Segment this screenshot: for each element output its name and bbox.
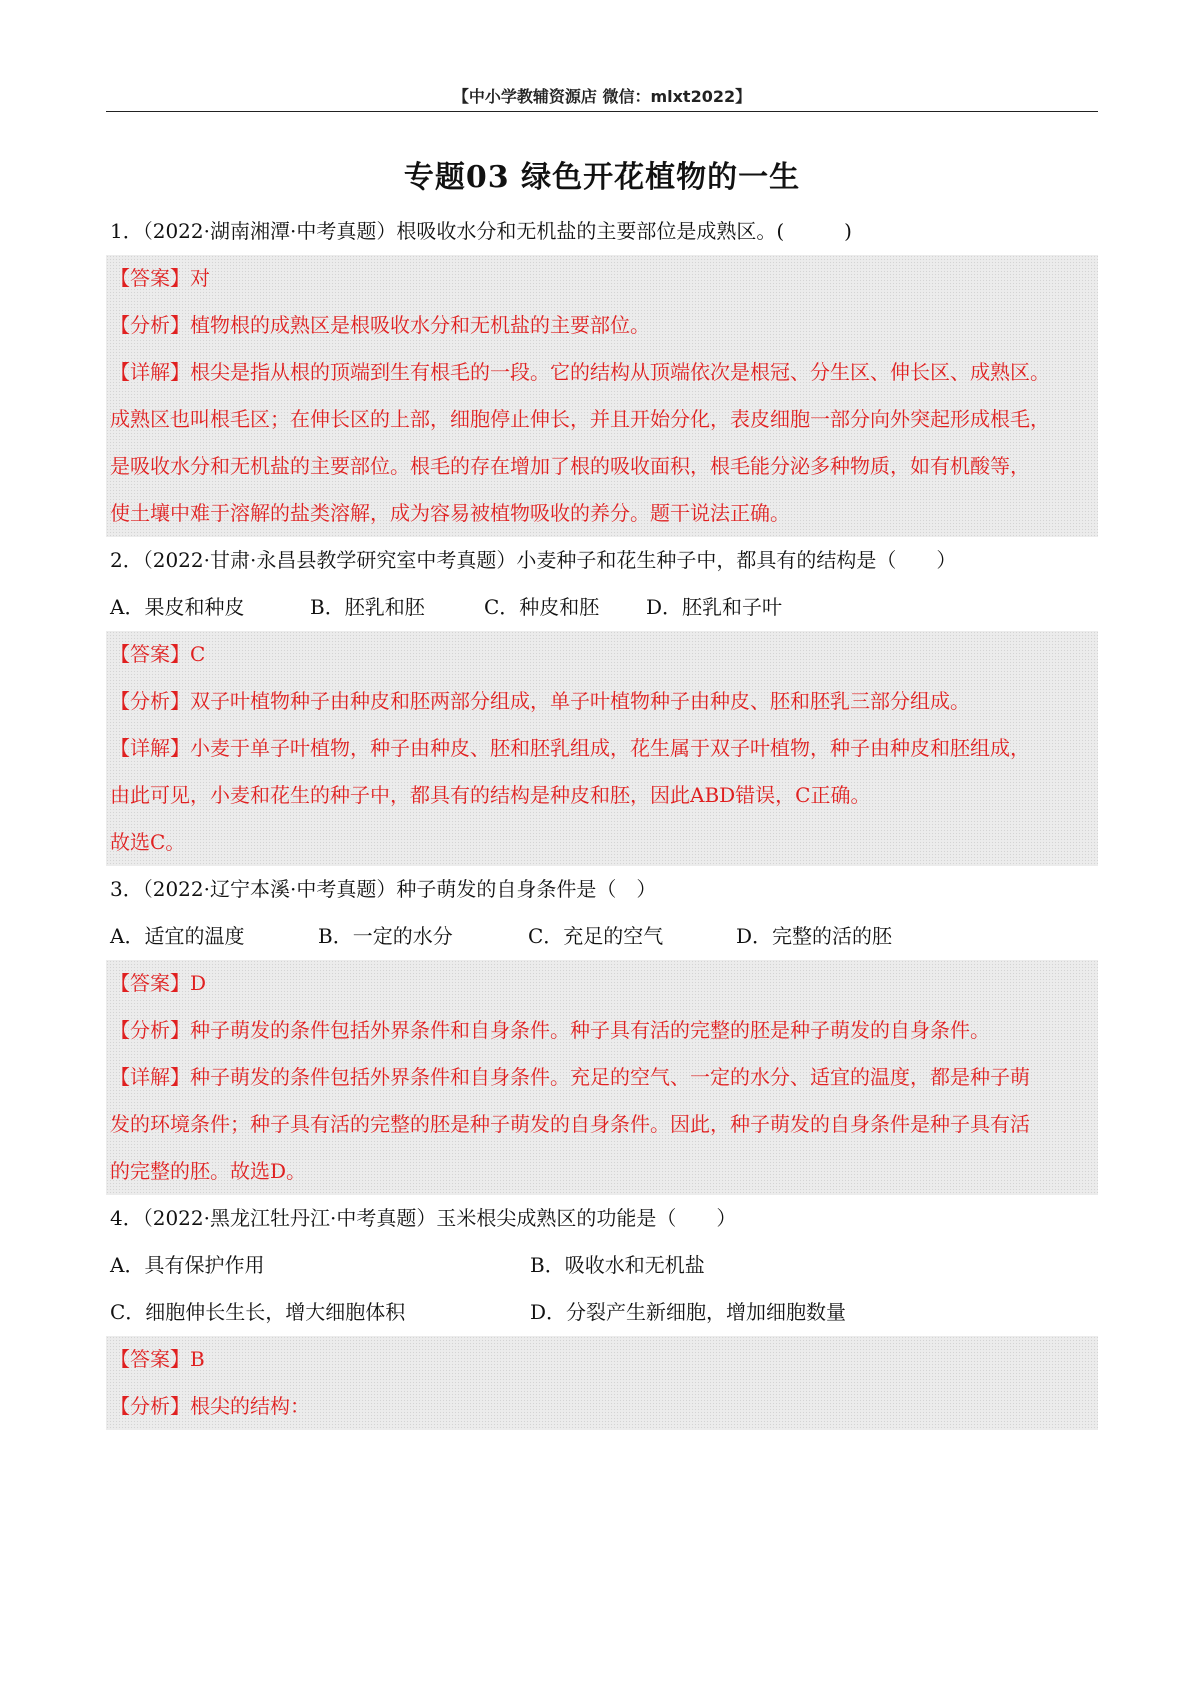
- question-4-solution-box: [106, 1336, 1098, 1430]
- question-3-analysis: 【分析】种子萌发的条件包括外界条件和自身条件。种子具有活的完整的胚是种子萌发的自身条件。: [110, 1018, 990, 1042]
- question-4-options-row-2: [106, 1289, 1098, 1336]
- question-4-stem: 4．（2022·黑龙江牡丹江·中考真题）玉米根尖成熟区的功能是（ ）: [110, 1206, 737, 1230]
- option-d: D．胚乳和子叶: [646, 595, 783, 619]
- option-c: C．充足的空气: [528, 924, 664, 948]
- question-2-stem: 2．（2022·甘肃·永昌县教学研究室中考真题）小麦种子和花生种子中，都具有的结构是（ ）: [110, 548, 957, 572]
- question-1-stem: 1．（2022·湖南湘潭·中考真题）根吸收水分和无机盐的主要部位是成熟区。( ): [110, 219, 852, 243]
- questions-content: [106, 208, 1098, 1430]
- question-1-analysis: 【分析】植物根的成熟区是根吸收水分和无机盐的主要部位。: [110, 313, 650, 337]
- page-header: 【中小学教辅资源店 微信：mlxt2022】: [452, 87, 752, 106]
- option-b: B．一定的水分: [318, 924, 453, 948]
- question-3-detail-line: 发的环境条件；种子具有活的完整的胚是种子萌发的自身条件。因此，种子萌发的自身条件是种子具有活: [110, 1112, 1030, 1136]
- question-2-detail-line: 故选C。: [110, 830, 186, 854]
- question-3-detail-line: 的完整的胚。故选D。: [110, 1159, 307, 1183]
- question-1-answer: 【答案】对: [110, 266, 210, 290]
- question-4-answer: 【答案】B: [110, 1347, 205, 1371]
- question-3-answer: 【答案】D: [110, 971, 207, 995]
- question-1-solution-box: [106, 255, 1098, 537]
- question-2-answer: 【答案】C: [110, 642, 206, 666]
- header-divider: [106, 111, 1098, 112]
- question-3-options: [106, 913, 1098, 960]
- option-b: B．胚乳和胚: [310, 595, 425, 619]
- question-1-detail-line: 是吸收水分和无机盐的主要部位。根毛的存在增加了根的吸收面积，根毛能分泌多种物质，如有机酸等，: [110, 454, 1030, 478]
- question-1-detail-line: 使土壤中难于溶解的盐类溶解，成为容易被植物吸收的养分。题干说法正确。: [110, 501, 790, 525]
- option-a: A．果皮和种皮: [110, 595, 245, 619]
- option-c: C．细胞伸长生长，增大细胞体积: [110, 1300, 406, 1324]
- question-2-analysis: 【分析】双子叶植物种子由种皮和胚两部分组成，单子叶植物种子由种皮、胚和胚乳三部分组成。: [110, 689, 970, 713]
- option-d: D．完整的活的胚: [736, 924, 893, 948]
- option-d: D．分裂产生新细胞，增加细胞数量: [530, 1300, 847, 1324]
- question-1-detail-line: 【详解】根尖是指从根的顶端到生有根毛的一段。它的结构从顶端依次是根冠、分生区、伸长区、成熟区。: [110, 360, 1050, 384]
- option-b: B．吸收水和无机盐: [530, 1253, 705, 1277]
- question-1-detail-line: 成熟区也叫根毛区；在伸长区的上部，细胞停止伸长，并且开始分化，表皮细胞一部分向外突起形成根毛，: [110, 407, 1050, 431]
- question-3-detail-line: 【详解】种子萌发的条件包括外界条件和自身条件。充足的空气、一定的水分、适宜的温度，都是种子萌: [110, 1065, 1030, 1089]
- question-4-options-row-1: [106, 1242, 1098, 1289]
- question-3-stem: 3．（2022·辽宁本溪·中考真题）种子萌发的自身条件是（ ）: [110, 877, 657, 901]
- question-4-analysis: 【分析】根尖的结构：: [110, 1394, 310, 1418]
- question-2-detail-line: 【详解】小麦于单子叶植物，种子由种皮、胚和胚乳组成，花生属于双子叶植物，种子由种皮和胚组成，: [110, 736, 1030, 760]
- question-2-options: [106, 584, 1098, 631]
- question-2-detail-line: 由此可见，小麦和花生的种子中，都具有的结构是种皮和胚，因此ABD错误，C正确。: [110, 783, 871, 807]
- page-title: 专题03 绿色开花植物的一生: [403, 160, 801, 195]
- option-c: C．种皮和胚: [484, 595, 600, 619]
- option-a: A．适宜的温度: [110, 924, 245, 948]
- question-3-solution-box: [106, 960, 1098, 1195]
- question-2-solution-box: [106, 631, 1098, 866]
- option-a: A．具有保护作用: [110, 1253, 265, 1277]
